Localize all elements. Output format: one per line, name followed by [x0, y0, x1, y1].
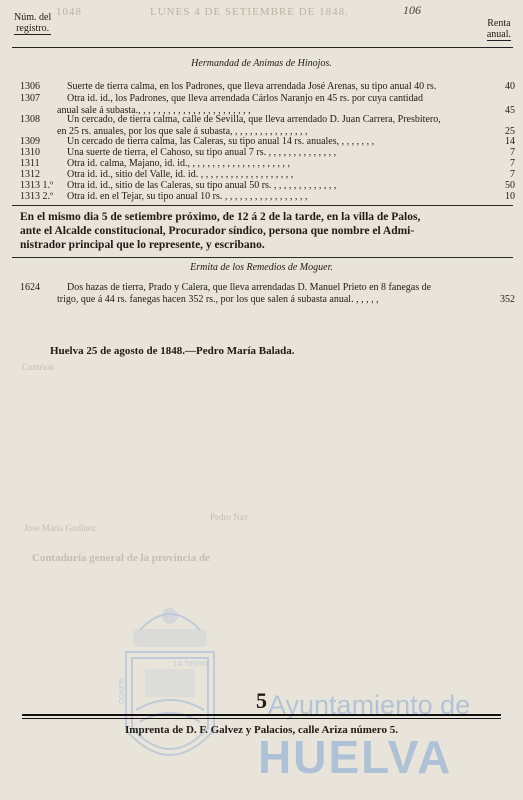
section-title-hinojos: Hermandad de Animas de Hinojos.	[191, 58, 332, 69]
bleed-through-text: Contrion	[22, 362, 55, 372]
place-date-signature: Huelva 25 de agosto de 1848.—Pedro María Balada.	[50, 345, 295, 357]
watermark-text-huelva: HUELVA	[258, 731, 453, 783]
ghost-header-center: LUNES 4 DE SETIEMBRE DE 1848.	[150, 6, 349, 18]
auction-announcement: En el mismo dia 5 de setiembre próximo, de 12 á 2 de la tarde, en la villa de Palos, ante el Alcalde constitucional, Procurador síndico, persona que nombre el Admi- nistrador principal que lo represente, y escribano.	[20, 211, 421, 251]
page-number: 5	[256, 688, 267, 713]
handwritten-folio: 106	[403, 3, 421, 17]
column-header-registro: Núm. del registro.	[14, 12, 52, 34]
footer-rule-thin	[22, 718, 501, 719]
svg-text:CONFIN: CONFIN	[119, 677, 126, 704]
section-title-moguer: Ermita de los Remedios de Moguer.	[190, 262, 333, 273]
printer-imprint: Imprenta de D. F. Galvez y Palacios, calle Ariza número 5.	[125, 724, 398, 736]
watermark-text-ayuntamiento: Ayuntamiento de	[268, 690, 471, 720]
document-page: 1048 LUNES 4 DE SETIEMBRE DE 1848. 106 Núm. del registro. Renta anual. Hermandad de Animas de Hinojos. 1306 Suerte de tierra calma, en los Padrones, que lleva arrendada José Arenas, su tipo anual 40 rs. 40 1307 Otra id. id., los Padrones, que lleva arrendada Cárlos Naranjo en 45 rs. por cuya cantidad anual sale á subasta., , , , , , , , , , , , , , , , , , , , , , , 45 1308 Un cercado, de tierra calma, calle de Sevilla, que lleva arrendado D. Juan Carrera, Presbitero, en 25 rs. anuales, por los que sale á subasta, , , , , , , , , , , , , , , , 25 1309 Un cercado de tierra calma, las Caleras, su tipo anual 14 rs. anuales, , , , , , , , 14 1310 Una suerte de tierra, el Cahoso, su tipo anual 7 rs. , , , , , , , , , , , , , , 7 1311 Otra id. calma, Majano, id. id., , , , , , , , , , , , , , , , , , , , , 7 1312 Otra id. id., sitio del Valle, id. id. , , , , , , , , , , , , , , , , , , , 7 1313 1.º Otra id. id., sitio de las Caleras, su tipo anual 50 rs. , , , , , , , , , , , , , 50 1313 2.º Otra id. en el Tejar, su tipo anual 10 rs. , , , , , , , , , , , , , , , , , 10 En el mismo dia 5 de setiembre próximo, de 12 á 2 de la tarde, en la villa de Palos, ante el Alcalde constitucional, Procurador síndico, persona que nombre el Admi- nistrador principal que lo represente, y escribano. Ermita de los Remedios de Moguer. 1624 Dos hazas de tierra, Prado y Calera, que lleva arrendadas D. Manuel Prieto en 8 fanegas de trigo, que á 44 rs. fanegas hacen 352 rs., por los que salen á subasta anual. , , , , , 352 Huelva 25 de agosto de 1848.—Pedro María Balada. Contrion Pedro Nav Jose Maria Godinez Contaduría general de la provincia de LA TIERRA CONFIN 5 Ayuntamiento de Imprenta de D. F. Galvez y Palacios, calle Ariza número 5. HUELVA	[0, 0, 523, 800]
ghost-header-left: 1048	[56, 6, 82, 18]
bleed-through-text: Pedro Nav	[210, 512, 249, 522]
header-rule	[12, 47, 513, 48]
bleed-through-text: Contaduría general de la provincia de	[32, 552, 210, 564]
svg-text:LA TIERRA: LA TIERRA	[174, 661, 210, 668]
section-divider	[12, 257, 513, 258]
column-header-renta: Renta anual.	[486, 18, 511, 40]
section-divider	[12, 205, 513, 206]
bleed-through-text: Jose Maria Godinez	[24, 523, 96, 533]
footer-rule-thick	[22, 714, 501, 716]
